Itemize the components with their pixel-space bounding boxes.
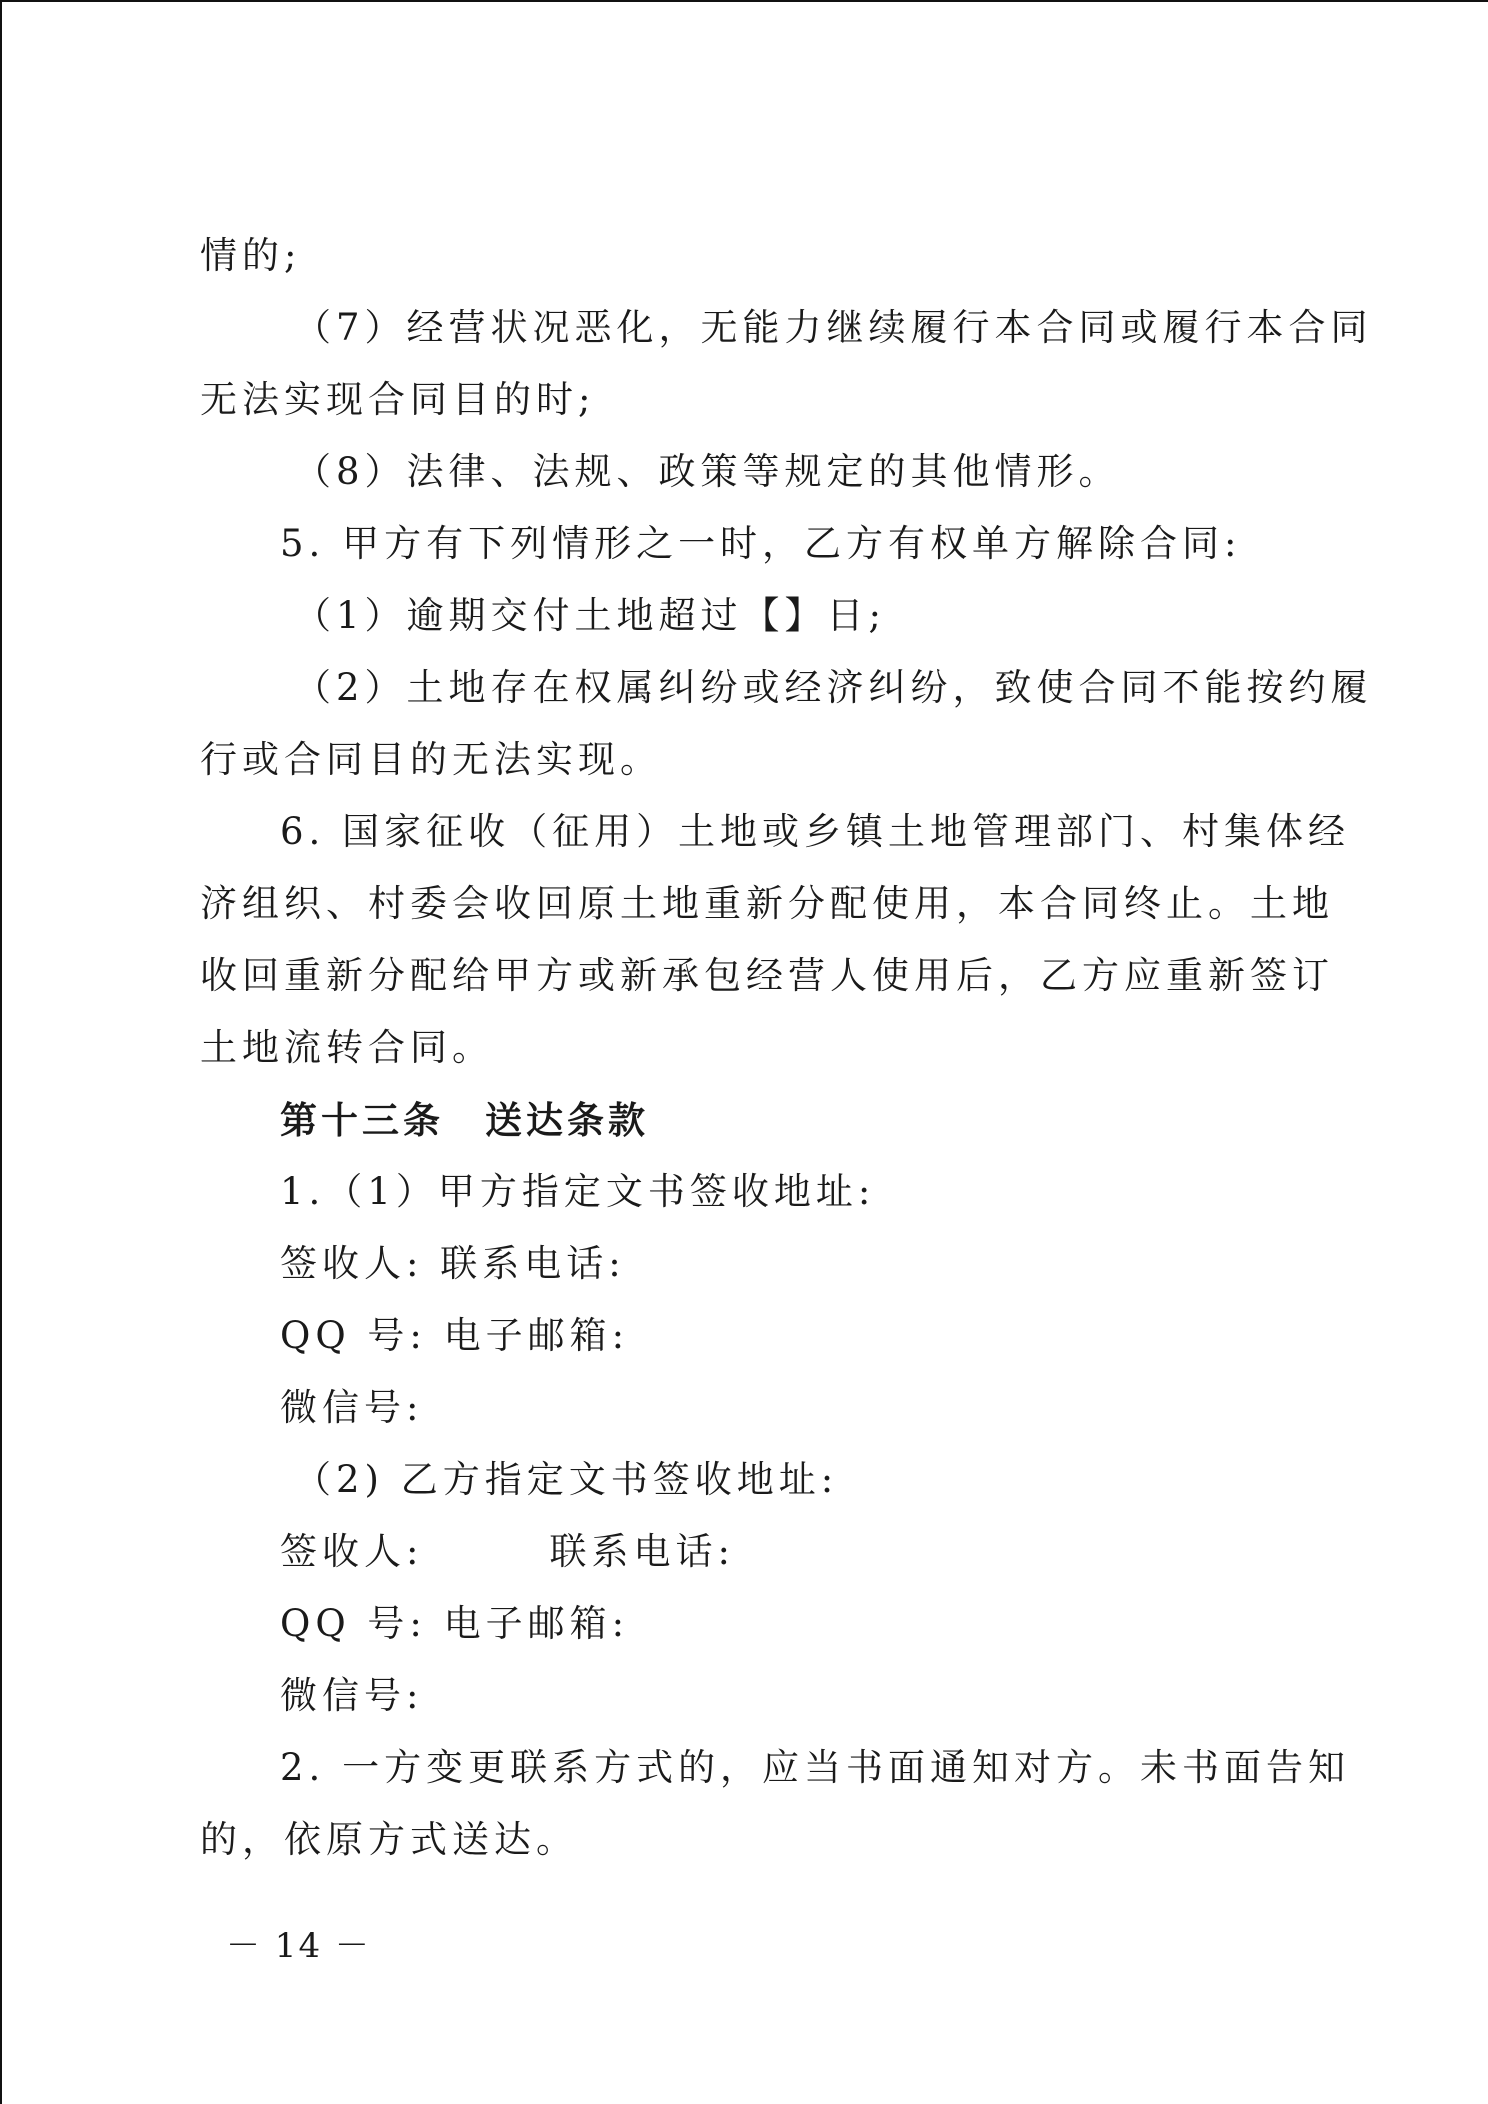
text-line: （7）经营状况恶化，无能力继续履行本合同或履行本合同 [294, 306, 1373, 349]
page-left-border [0, 0, 2, 2104]
text-line: 无法实现合同目的时; [200, 378, 596, 421]
text-line: 行或合同目的无法实现。 [200, 738, 662, 781]
page-top-border [0, 0, 1488, 2]
text-line: 微信号: [280, 1674, 424, 1717]
text-line: 土地流转合同。 [200, 1026, 494, 1069]
text-line: （2）土地存在权属纠纷或经济纠纷，致使合同不能按约履 [294, 666, 1373, 709]
text-line: （1）逾期交付土地超过【】日; [294, 594, 887, 637]
text-line: 签收人: 联系电话: [280, 1530, 735, 1573]
text-line: 的，依原方式送达。 [200, 1818, 578, 1861]
text-line: 签收人: 联系电话: [280, 1242, 626, 1285]
text-line: 5. 甲方有下列情形之一时，乙方有权单方解除合同: [280, 522, 1242, 565]
section-heading: 第十三条 送达条款 [280, 1098, 649, 1142]
text-line: 收回重新分配给甲方或新承包经营人使用后，乙方应重新签订 [200, 954, 1334, 997]
page-number: － 14 － [226, 1926, 371, 1966]
text-line: 微信号: [280, 1386, 424, 1429]
text-line: 6. 国家征收（征用）土地或乡镇土地管理部门、村集体经 [280, 810, 1351, 853]
text-line: 2. 一方变更联系方式的，应当书面通知对方。未书面告知 [280, 1746, 1351, 1789]
text-line: 情的; [200, 234, 302, 277]
text-line: QQ 号: 电子邮箱: [280, 1602, 630, 1645]
text-line: （2) 乙方指定文书签收地址: [294, 1458, 839, 1501]
text-line: QQ 号: 电子邮箱: [280, 1314, 630, 1357]
text-line: （8）法律、法规、政策等规定的其他情形。 [294, 450, 1121, 493]
text-line: 济组织、村委会收回原土地重新分配使用，本合同终止。土地 [200, 882, 1334, 925]
text-line: 1.（1）甲方指定文书签收地址: [280, 1170, 876, 1213]
